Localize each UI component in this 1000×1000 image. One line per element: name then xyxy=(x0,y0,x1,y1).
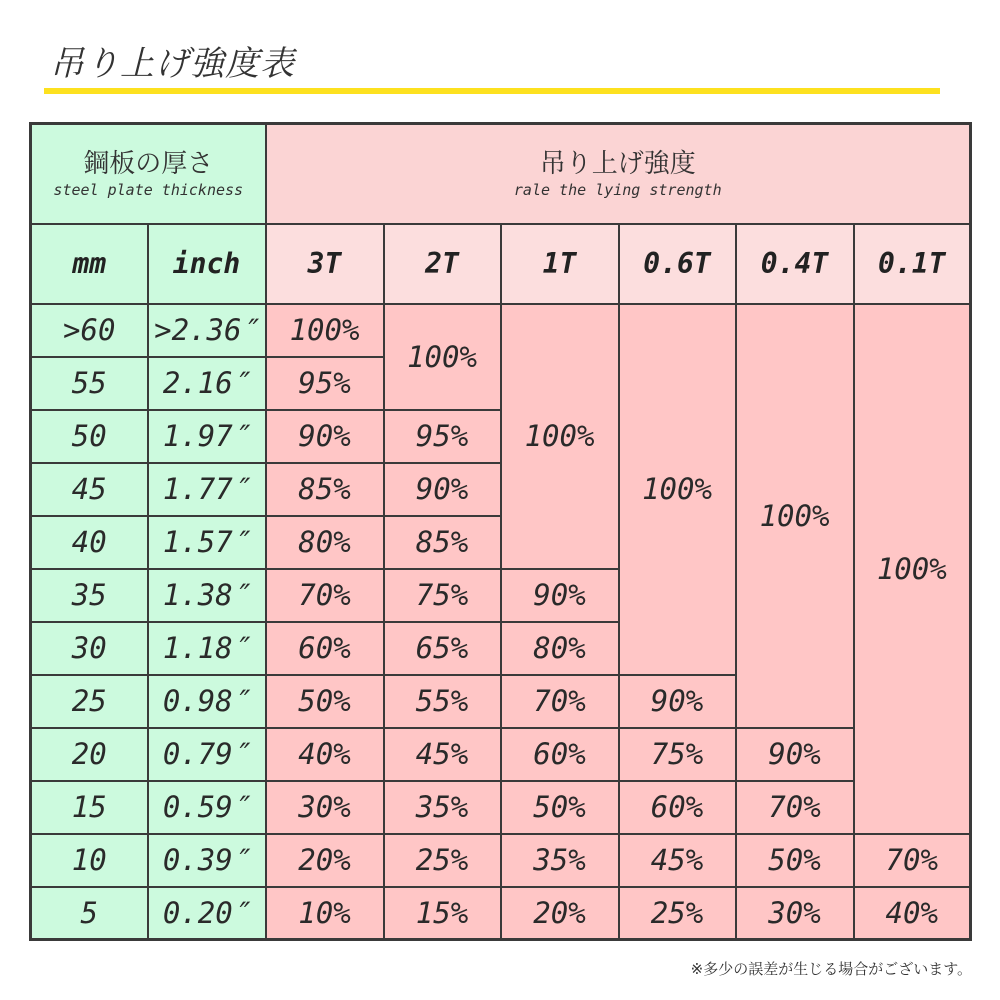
mm-cell: 5 xyxy=(31,887,148,940)
mm-cell: 45 xyxy=(31,463,148,516)
strength-cell-0-6t: 75% xyxy=(619,728,736,781)
table-row xyxy=(31,304,971,357)
strength-cell-0-4t: 30% xyxy=(736,887,854,940)
strength-cell-0-4t: 100% xyxy=(736,304,854,728)
thickness-header-ja: 鋼板の厚さ xyxy=(83,148,214,179)
strength-cell-2t: 15% xyxy=(384,887,501,940)
mm-cell: 10 xyxy=(31,834,148,887)
inch-cell: 0.39″ xyxy=(148,834,266,887)
strength-cell-1t: 70% xyxy=(501,675,619,728)
inch-cell: 1.18″ xyxy=(148,622,266,675)
mm-cell: 55 xyxy=(31,357,148,410)
capacity-header-1t: 1T xyxy=(501,224,619,304)
title-underline xyxy=(44,88,940,94)
strength-cell-0-6t: 100% xyxy=(619,304,736,675)
strength-cell-3t: 60% xyxy=(266,622,384,675)
strength-cell-2t: 25% xyxy=(384,834,501,887)
table-row xyxy=(31,728,971,781)
strength-cell-2t: 65% xyxy=(384,622,501,675)
strength-cell-1t: 90% xyxy=(501,569,619,622)
strength-cell-3t: 30% xyxy=(266,781,384,834)
capacity-header-3t: 3T xyxy=(266,224,384,304)
strength-cell-1t: 35% xyxy=(501,834,619,887)
strength-cell-1t: 80% xyxy=(501,622,619,675)
inch-cell: 0.20″ xyxy=(148,887,266,940)
table-row xyxy=(31,887,971,940)
strength-cell-0-6t: 90% xyxy=(619,675,736,728)
strength-cell-2t: 45% xyxy=(384,728,501,781)
strength-cell-3t: 100% xyxy=(266,304,384,357)
strength-cell-2t: 55% xyxy=(384,675,501,728)
header-row-units xyxy=(31,224,971,304)
strength-cell-0-1t: 40% xyxy=(854,887,971,940)
strength-cell-3t: 70% xyxy=(266,569,384,622)
strength-cell-3t: 20% xyxy=(266,834,384,887)
capacity-header-0-4t: 0.4T xyxy=(736,224,854,304)
page-title: 吊り上げ強度表 xyxy=(50,44,295,84)
strength-cell-0-4t: 70% xyxy=(736,781,854,834)
header-row-titles xyxy=(31,124,971,224)
strength-cell-0-6t: 25% xyxy=(619,887,736,940)
inch-cell: 1.77″ xyxy=(148,463,266,516)
strength-cell-0-6t: 45% xyxy=(619,834,736,887)
unit-mm-header: mm xyxy=(31,224,148,304)
strength-cell-1t: 60% xyxy=(501,728,619,781)
strength-table-container xyxy=(29,122,972,941)
capacity-header-2t: 2T xyxy=(384,224,501,304)
strength-cell-3t: 90% xyxy=(266,410,384,463)
strength-cell-0-6t: 60% xyxy=(619,781,736,834)
strength-cell-0-4t: 90% xyxy=(736,728,854,781)
mm-cell: 30 xyxy=(31,622,148,675)
strength-cell-3t: 50% xyxy=(266,675,384,728)
strength-cell-2t: 35% xyxy=(384,781,501,834)
strength-header-en: rale the lying strength xyxy=(513,180,722,199)
thickness-header-en: steel plate thickness xyxy=(53,180,244,199)
capacity-header-0-6t: 0.6T xyxy=(619,224,736,304)
mm-cell: 25 xyxy=(31,675,148,728)
inch-cell: 0.59″ xyxy=(148,781,266,834)
thickness-header xyxy=(31,124,266,224)
strength-cell-3t: 40% xyxy=(266,728,384,781)
inch-cell: 2.16″ xyxy=(148,357,266,410)
strength-cell-3t: 80% xyxy=(266,516,384,569)
strength-header-ja: 吊り上げ強度 xyxy=(539,148,696,179)
strength-cell-3t: 95% xyxy=(266,357,384,410)
table-row xyxy=(31,834,971,887)
unit-inch-header: inch xyxy=(148,224,266,304)
strength-cell-2t: 90% xyxy=(384,463,501,516)
strength-cell-1t: 50% xyxy=(501,781,619,834)
strength-cell-3t: 85% xyxy=(266,463,384,516)
mm-cell: 40 xyxy=(31,516,148,569)
lifting-strength-table xyxy=(29,122,972,941)
mm-cell: 50 xyxy=(31,410,148,463)
inch-cell: 0.79″ xyxy=(148,728,266,781)
inch-cell: 1.97″ xyxy=(148,410,266,463)
mm-cell: >60 xyxy=(31,304,148,357)
inch-cell: 0.98″ xyxy=(148,675,266,728)
strength-cell-0-1t: 70% xyxy=(854,834,971,887)
strength-header xyxy=(266,124,971,224)
strength-cell-2t: 85% xyxy=(384,516,501,569)
mm-cell: 15 xyxy=(31,781,148,834)
strength-cell-2t: 100% xyxy=(384,304,501,410)
strength-cell-0-4t: 50% xyxy=(736,834,854,887)
strength-cell-0-1t: 100% xyxy=(854,304,971,834)
capacity-header-0-1t: 0.1T xyxy=(854,224,971,304)
strength-cell-3t: 10% xyxy=(266,887,384,940)
strength-cell-2t: 75% xyxy=(384,569,501,622)
strength-cell-1t: 20% xyxy=(501,887,619,940)
error-disclaimer-note: ※多少の誤差が生じる場合がございます。 xyxy=(690,960,972,978)
mm-cell: 35 xyxy=(31,569,148,622)
strength-cell-1t: 100% xyxy=(501,304,619,569)
strength-cell-2t: 95% xyxy=(384,410,501,463)
table-row xyxy=(31,781,971,834)
inch-cell: >2.36″ xyxy=(148,304,266,357)
inch-cell: 1.38″ xyxy=(148,569,266,622)
inch-cell: 1.57″ xyxy=(148,516,266,569)
mm-cell: 20 xyxy=(31,728,148,781)
